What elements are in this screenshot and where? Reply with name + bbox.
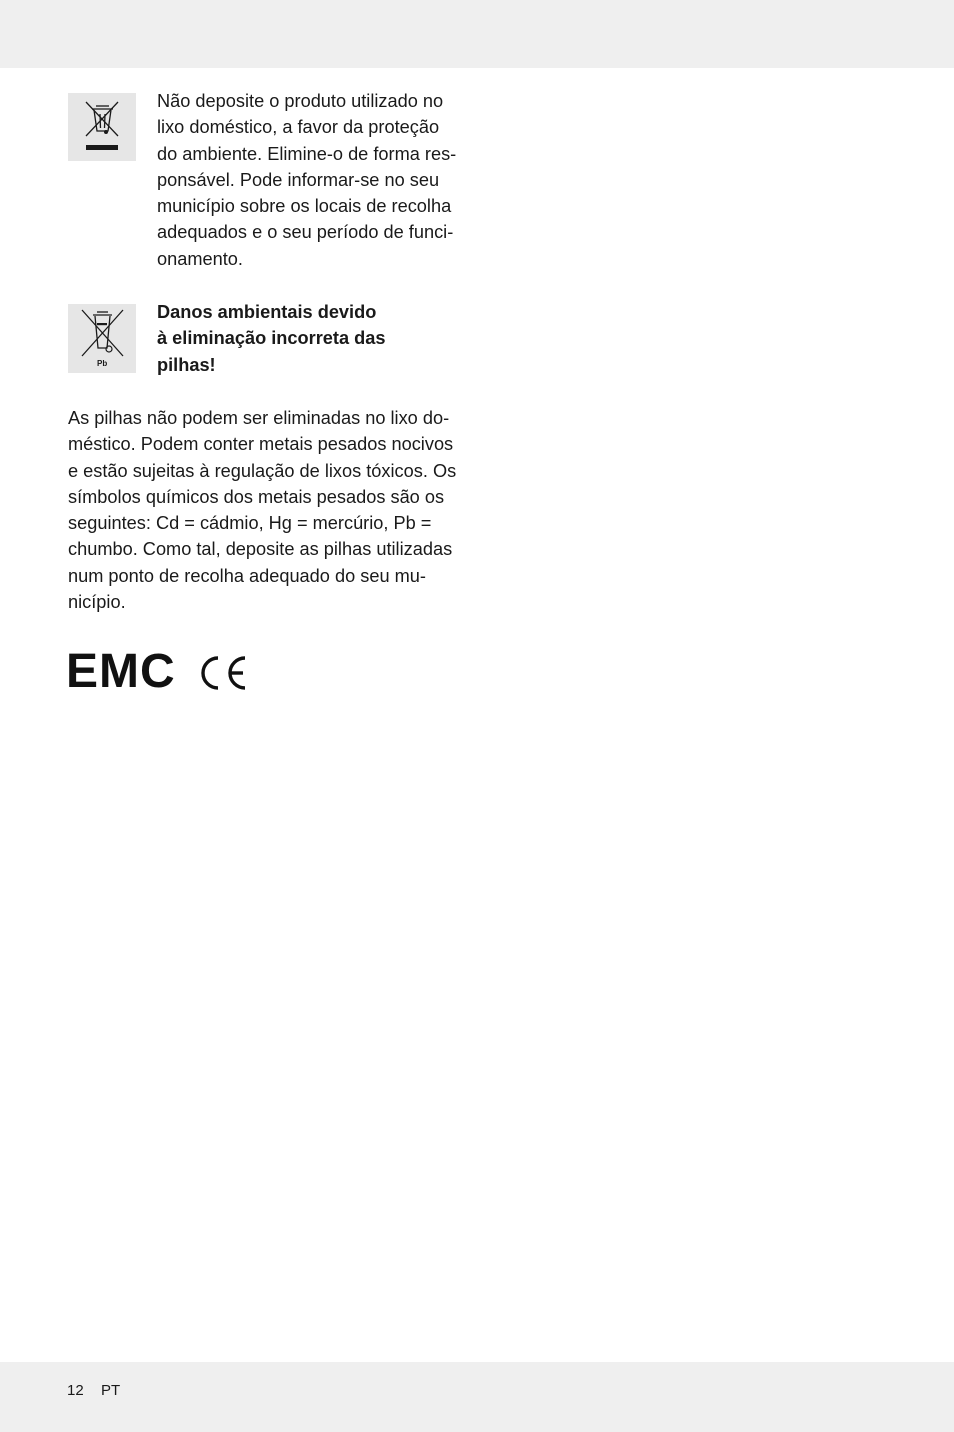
footer-band: [0, 1362, 954, 1432]
language-code: PT: [101, 1382, 121, 1399]
emc-mark: EMC: [66, 645, 176, 698]
crossed-out-wheelie-bin-icon: [68, 93, 136, 161]
heading-line: à eliminação incorreta das: [157, 328, 386, 349]
heading-line: pilhas!: [157, 354, 216, 375]
disposal-line: do ambiente. Elimine-o de forma res-: [157, 143, 457, 164]
battery-line: e estão sujeitas à regulação de lixos tóxicos. Os: [68, 460, 457, 481]
disposal-line: município sobre os locais de recolha: [157, 196, 452, 217]
battery-line: símbolos químicos dos metais pesados são os: [68, 486, 445, 507]
page-number: 12: [67, 1382, 84, 1399]
battery-line: méstico. Podem conter metais pesados nocivos: [68, 434, 454, 455]
battery-line: num ponto de recolha adequado do seu mu-: [68, 565, 426, 586]
battery-line: nicípio.: [68, 592, 126, 613]
disposal-line: ponsável. Pode informar-se no seu: [157, 169, 440, 190]
pb-label: Pb: [97, 359, 108, 368]
disposal-line: Não deposite o produto utilizado no: [157, 91, 444, 111]
battery-text: [68, 405, 456, 615]
battery-line: chumbo. Como tal, deposite as pilhas utilizadas: [68, 539, 453, 560]
heading-line: Danos ambientais devido: [157, 302, 377, 322]
disposal-line: lixo doméstico, a favor da proteção: [157, 117, 440, 138]
battery-line: seguintes: Cd = cádmio, Hg = mercúrio, Pb =: [68, 513, 432, 534]
battery-line: As pilhas não podem ser eliminadas no lixo do-: [68, 408, 450, 428]
disposal-line: adequados e o seu período de funci-: [157, 222, 454, 243]
disposal-line: onamento.: [157, 248, 243, 269]
disposal-text: [157, 88, 456, 272]
ce-mark-icon: [199, 655, 247, 696]
crossed-out-battery-bin-icon: [68, 304, 136, 373]
header-band: [0, 0, 954, 68]
battery-warning-heading: [157, 299, 385, 378]
